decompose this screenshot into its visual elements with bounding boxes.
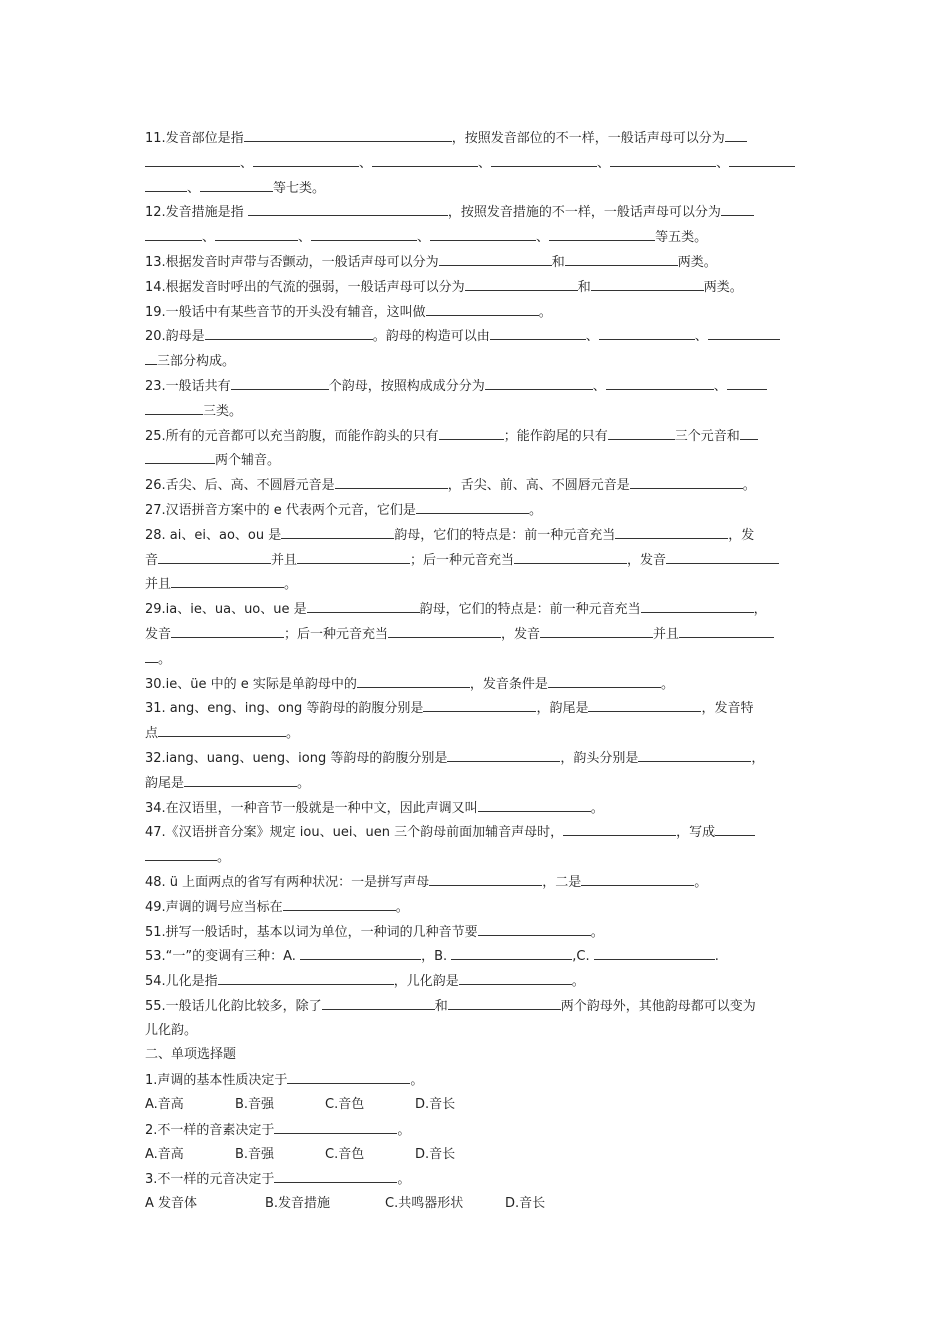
question-text: 。	[158, 651, 172, 667]
text-line	[145, 721, 807, 746]
text-line	[145, 895, 807, 920]
answer-blank[interactable]	[540, 622, 653, 638]
question-text: 三类。	[203, 403, 243, 419]
answer-blank[interactable]	[666, 548, 779, 564]
answer-blank[interactable]	[549, 225, 655, 241]
question-text: 51.拼写一般话时，基本以词为单位，一种词的几种音节要	[145, 924, 478, 940]
answer-blank[interactable]	[244, 126, 452, 142]
answer-option[interactable]: B.发音措施	[265, 1196, 331, 1212]
text-line	[145, 225, 807, 250]
question-stem	[145, 1068, 807, 1093]
text-line	[145, 548, 807, 573]
question-text: 。	[217, 850, 231, 866]
answer-blank[interactable]	[459, 969, 572, 985]
question-text: 等五类。	[655, 230, 708, 246]
question-text: 。	[395, 899, 409, 915]
question-text: 韵母，它们的特点是：前一种元音充当	[419, 602, 641, 618]
answer-blank[interactable]	[591, 275, 704, 291]
question-text: 19.一般话中有某些音节的开头没有辅音，这叫做	[145, 304, 426, 320]
question-text: 三部分构成。	[157, 354, 236, 370]
answer-blank[interactable]	[439, 250, 552, 266]
answer-option[interactable]: A.音高	[145, 1097, 184, 1113]
question-text: 韵母，它们的特点是：前一种元音充当	[394, 527, 616, 543]
question-text: 个韵母，按照构成成分分为	[328, 378, 485, 394]
answer-blank[interactable]	[615, 523, 728, 539]
question-text: 。	[297, 775, 311, 791]
answer-blank[interactable]	[283, 895, 396, 911]
question-text: 、	[716, 155, 730, 171]
answer-blank[interactable]	[679, 622, 774, 638]
answer-blank[interactable]	[630, 473, 743, 489]
question-text: 。	[538, 304, 552, 320]
question-text: 。	[660, 676, 674, 692]
question-text: 27.汉语拼音方案中的 e 代表两个元音，它们是	[145, 502, 416, 518]
answer-blank[interactable]	[281, 523, 394, 539]
question-text: 和	[577, 279, 591, 295]
question-text: ,C.	[572, 949, 594, 965]
question-text: 11.发音部位是指	[145, 131, 244, 146]
answer-blank[interactable]	[451, 944, 572, 960]
question-text: 28. ai、ei、ao、ou 是	[145, 527, 282, 543]
answer-blank[interactable]	[721, 200, 754, 216]
question-text: 、	[713, 378, 727, 394]
question-text: 。韵母的构造可以由	[372, 329, 490, 345]
answer-blank[interactable]	[708, 324, 780, 340]
answer-blank[interactable]	[430, 225, 536, 241]
question-text: ，韵头分别是	[560, 750, 639, 766]
answer-blank[interactable]	[171, 622, 284, 638]
answer-blank[interactable]	[300, 944, 421, 960]
text-line	[145, 994, 807, 1019]
question-text: ，二是	[542, 874, 582, 890]
question-text: 14.根据发音时呼出的气流的强弱，一般话声母可以分为	[145, 279, 465, 295]
question-text: 48. ü 上面两点的省写有两种状况：一是拼写声母	[145, 874, 430, 890]
text-line	[145, 796, 807, 821]
question-text: 3.不一样的元音决定于	[145, 1172, 275, 1188]
text-line	[145, 324, 807, 349]
question-text: 32.iang、uang、ueng、iong 等韵母的韵腹分别是	[145, 750, 448, 766]
answer-blank[interactable]	[231, 374, 329, 390]
text-line	[145, 126, 807, 151]
question-text: ，发音条件是	[469, 676, 548, 692]
answer-blank[interactable]	[729, 151, 795, 167]
answer-blank[interactable]	[715, 820, 755, 836]
answer-blank[interactable]	[548, 672, 661, 688]
answer-blank[interactable]	[274, 1118, 397, 1134]
answer-option[interactable]: B.音强	[235, 1146, 275, 1162]
answer-blank[interactable]	[491, 151, 597, 167]
answer-blank[interactable]	[200, 176, 273, 192]
answer-blank[interactable]	[638, 746, 751, 762]
answer-blank[interactable]	[448, 994, 561, 1010]
answer-option[interactable]: C.音色	[325, 1146, 365, 1162]
answer-blank[interactable]	[372, 151, 478, 167]
answer-blank[interactable]	[322, 994, 435, 1010]
question-text: 、	[298, 230, 312, 246]
question-text: ，舌尖、前、高、不圆唇元音是	[447, 478, 630, 494]
answer-blank[interactable]	[599, 324, 695, 340]
question-text: 49.声调的调号应当标在	[145, 899, 283, 915]
question-text: 儿化韵。	[145, 1022, 198, 1038]
question-text: ，发音	[501, 626, 541, 642]
answer-blank[interactable]	[588, 696, 701, 712]
worksheet-document	[145, 126, 807, 1217]
answer-blank[interactable]	[478, 920, 591, 936]
question-text: ，儿化韵是	[393, 974, 459, 990]
answer-option[interactable]: D.音长	[415, 1146, 456, 1162]
answer-blank[interactable]	[388, 622, 501, 638]
answer-blank[interactable]	[563, 820, 676, 836]
text-line	[145, 672, 807, 697]
question-text: ；后一种元音充当	[284, 626, 389, 642]
question-text: 并且	[653, 626, 680, 642]
text-line	[145, 647, 807, 672]
question-text: 两个辅音。	[215, 453, 281, 469]
question-text: 。	[528, 502, 542, 518]
question-text: 。	[590, 924, 604, 940]
text-line	[145, 473, 807, 498]
question-text: 、	[240, 155, 254, 171]
question-text: 。	[742, 478, 756, 494]
question-text: 点	[145, 726, 159, 742]
answer-option[interactable]: D.音长	[505, 1196, 546, 1212]
answer-blank[interactable]	[297, 548, 410, 564]
question-text: ；能作韵尾的只有	[503, 428, 608, 444]
answer-blank[interactable]	[145, 845, 217, 861]
question-text: 、	[592, 378, 606, 394]
multiple-choice-section	[145, 1068, 807, 1217]
answer-option[interactable]: A.音高	[145, 1146, 184, 1162]
question-text: 等七类。	[273, 180, 326, 196]
answer-option[interactable]: C.音色	[325, 1097, 365, 1113]
answer-blank[interactable]	[287, 1068, 410, 1084]
answer-blank[interactable]	[727, 374, 767, 390]
question-text: 34.在汉语里，一种音节一般就是一种中文，因此声调又叫	[145, 800, 478, 816]
answer-blank[interactable]	[311, 225, 417, 241]
answer-option[interactable]: B.音强	[235, 1097, 275, 1113]
question-text: .	[714, 949, 719, 965]
question-text: 、	[694, 329, 708, 345]
answer-blank[interactable]	[248, 200, 448, 216]
question-text: ，韵尾是	[536, 701, 589, 717]
answer-blank[interactable]	[145, 399, 203, 415]
question-text: 两类。	[677, 254, 717, 270]
question-text: 53.“一”的变调有三种：A.	[145, 949, 301, 965]
option-row	[145, 1093, 807, 1118]
question-text: 、	[597, 155, 611, 171]
answer-blank[interactable]	[357, 672, 470, 688]
answer-blank[interactable]	[485, 374, 593, 390]
question-text: 韵尾是	[145, 775, 185, 791]
question-text: ，	[751, 750, 765, 766]
text-line	[145, 448, 807, 473]
text-line	[145, 920, 807, 945]
answer-blank[interactable]	[145, 448, 215, 464]
answer-blank[interactable]	[184, 771, 297, 787]
text-line	[145, 771, 807, 796]
question-text: 。	[397, 1172, 411, 1188]
question-text: 两类。	[703, 279, 743, 295]
answer-blank[interactable]	[158, 548, 271, 564]
question-text: 。	[286, 726, 300, 742]
answer-blank[interactable]	[514, 548, 627, 564]
question-text: 。	[410, 1073, 424, 1089]
answer-blank[interactable]	[565, 250, 678, 266]
question-text: 23.一般话共有	[145, 378, 231, 394]
question-text: 、	[359, 155, 373, 171]
question-text: 和	[551, 254, 565, 270]
answer-blank[interactable]	[145, 225, 202, 241]
answer-blank[interactable]	[145, 151, 240, 167]
text-line	[145, 572, 807, 597]
question-text: ，写成	[676, 825, 716, 841]
text-line	[145, 176, 807, 201]
question-text: 三个元音和	[674, 428, 740, 444]
option-row	[145, 1192, 807, 1217]
text-line	[145, 597, 807, 622]
question-stem	[145, 1167, 807, 1192]
question-text: 、	[478, 155, 492, 171]
answer-blank[interactable]	[335, 473, 448, 489]
text-line	[145, 746, 807, 771]
question-text: ，按照发音措施的不一样，一般话声母可以分为	[447, 205, 721, 221]
question-text: 并且	[271, 552, 298, 568]
question-text: 29.ia、ie、ua、uo、ue 是	[145, 602, 307, 618]
answer-blank[interactable]	[158, 721, 286, 737]
answer-blank[interactable]	[478, 796, 591, 812]
answer-blank[interactable]	[423, 696, 536, 712]
answer-blank[interactable]	[253, 151, 359, 167]
question-text: 。	[590, 800, 604, 816]
question-text: 并且	[145, 577, 172, 593]
text-line	[145, 622, 807, 647]
option-row	[145, 1143, 807, 1168]
question-text: 和	[434, 998, 448, 1014]
question-text: ，	[753, 602, 767, 618]
question-text: 12.发音措施是指	[145, 205, 248, 221]
answer-blank[interactable]	[171, 572, 284, 588]
text-line	[145, 696, 807, 721]
question-text: 25.所有的元音都可以充当韵腹，而能作韵头的只有	[145, 428, 439, 444]
text-line	[145, 845, 807, 870]
question-text: 55.一般话儿化韵比较多，除了	[145, 998, 322, 1014]
question-text: 、	[202, 230, 216, 246]
question-text: 。	[571, 974, 585, 990]
question-text: 。	[284, 577, 298, 593]
question-text: 、	[536, 230, 550, 246]
text-line	[145, 374, 807, 399]
answer-blank[interactable]	[740, 424, 758, 440]
question-text: ，发音	[627, 552, 667, 568]
question-text: 54.儿化是指	[145, 974, 218, 990]
question-text: 、	[417, 230, 431, 246]
text-line	[145, 820, 807, 845]
answer-blank[interactable]	[145, 349, 157, 365]
text-line	[145, 151, 807, 176]
question-text: ；后一种元音充当	[410, 552, 515, 568]
text-line	[145, 250, 807, 275]
answer-blank[interactable]	[307, 597, 420, 613]
answer-blank[interactable]	[429, 870, 542, 886]
text-line	[145, 399, 807, 424]
question-text: 31. ang、eng、ing、ong 等韵母的韵腹分别是	[145, 701, 424, 717]
text-line	[145, 424, 807, 449]
answer-blank[interactable]	[725, 126, 747, 142]
question-text: 47.《汉语拼音分案》规定 iou、uei、uen 三个韵母前面加辅音声母时，	[145, 825, 564, 841]
text-line	[145, 969, 807, 994]
answer-blank[interactable]	[145, 176, 187, 192]
question-text: 、	[585, 329, 599, 345]
answer-option[interactable]: D.音长	[415, 1097, 456, 1113]
question-text: 两个韵母外，其他韵母都可以变为	[560, 998, 756, 1014]
text-line	[145, 1019, 807, 1044]
answer-blank[interactable]	[416, 498, 529, 514]
question-text: ，按照发音部位的不一样，一般话声母可以分为	[451, 131, 725, 146]
question-text: 30.ie、üe 中的 e 实际是单韵母中的	[145, 676, 357, 692]
text-line	[145, 300, 807, 325]
text-line	[145, 498, 807, 523]
question-text: 、	[187, 180, 201, 196]
question-text: 13.根据发音时声带与否颤动，一般话声母可以分为	[145, 254, 439, 270]
answer-blank[interactable]	[205, 324, 373, 340]
answer-blank[interactable]	[608, 424, 675, 440]
answer-blank[interactable]	[218, 969, 394, 985]
answer-blank[interactable]	[490, 324, 586, 340]
text-line	[145, 349, 807, 374]
question-text: 。	[694, 874, 708, 890]
question-text: 2.不一样的音素决定于	[145, 1122, 275, 1138]
answer-blank[interactable]	[610, 151, 716, 167]
question-text: 发音	[145, 626, 172, 642]
question-text: 1.声调的基本性质决定于	[145, 1073, 288, 1089]
text-line	[145, 200, 807, 225]
answer-blank[interactable]	[465, 275, 578, 291]
answer-blank[interactable]	[641, 597, 754, 613]
answer-blank[interactable]	[447, 746, 560, 762]
question-text: 26.舌尖、后、高、不圆唇元音是	[145, 478, 335, 494]
text-line	[145, 275, 807, 300]
text-line	[145, 870, 807, 895]
answer-blank[interactable]	[426, 300, 539, 316]
text-line	[145, 944, 807, 969]
question-text: ，B.	[421, 949, 452, 965]
answer-option[interactable]: C.共鸣器形状	[385, 1196, 464, 1212]
answer-blank[interactable]	[439, 424, 504, 440]
question-text: ，发音特	[701, 701, 754, 717]
answer-blank[interactable]	[145, 647, 158, 663]
answer-blank[interactable]	[215, 225, 298, 241]
question-text: ，发	[728, 527, 755, 543]
text-line	[145, 523, 807, 548]
answer-option[interactable]: A 发音体	[145, 1196, 198, 1212]
answer-blank[interactable]	[606, 374, 714, 390]
answer-blank[interactable]	[274, 1167, 397, 1183]
answer-blank[interactable]	[581, 870, 694, 886]
fill-in-blank-section	[145, 126, 807, 1043]
question-text: 20.韵母是	[145, 329, 205, 345]
question-text: 音	[145, 552, 159, 568]
section-title: 二、单项选择题	[145, 1047, 237, 1063]
question-stem	[145, 1118, 807, 1143]
answer-blank[interactable]	[594, 944, 715, 960]
question-text: 。	[397, 1122, 411, 1138]
